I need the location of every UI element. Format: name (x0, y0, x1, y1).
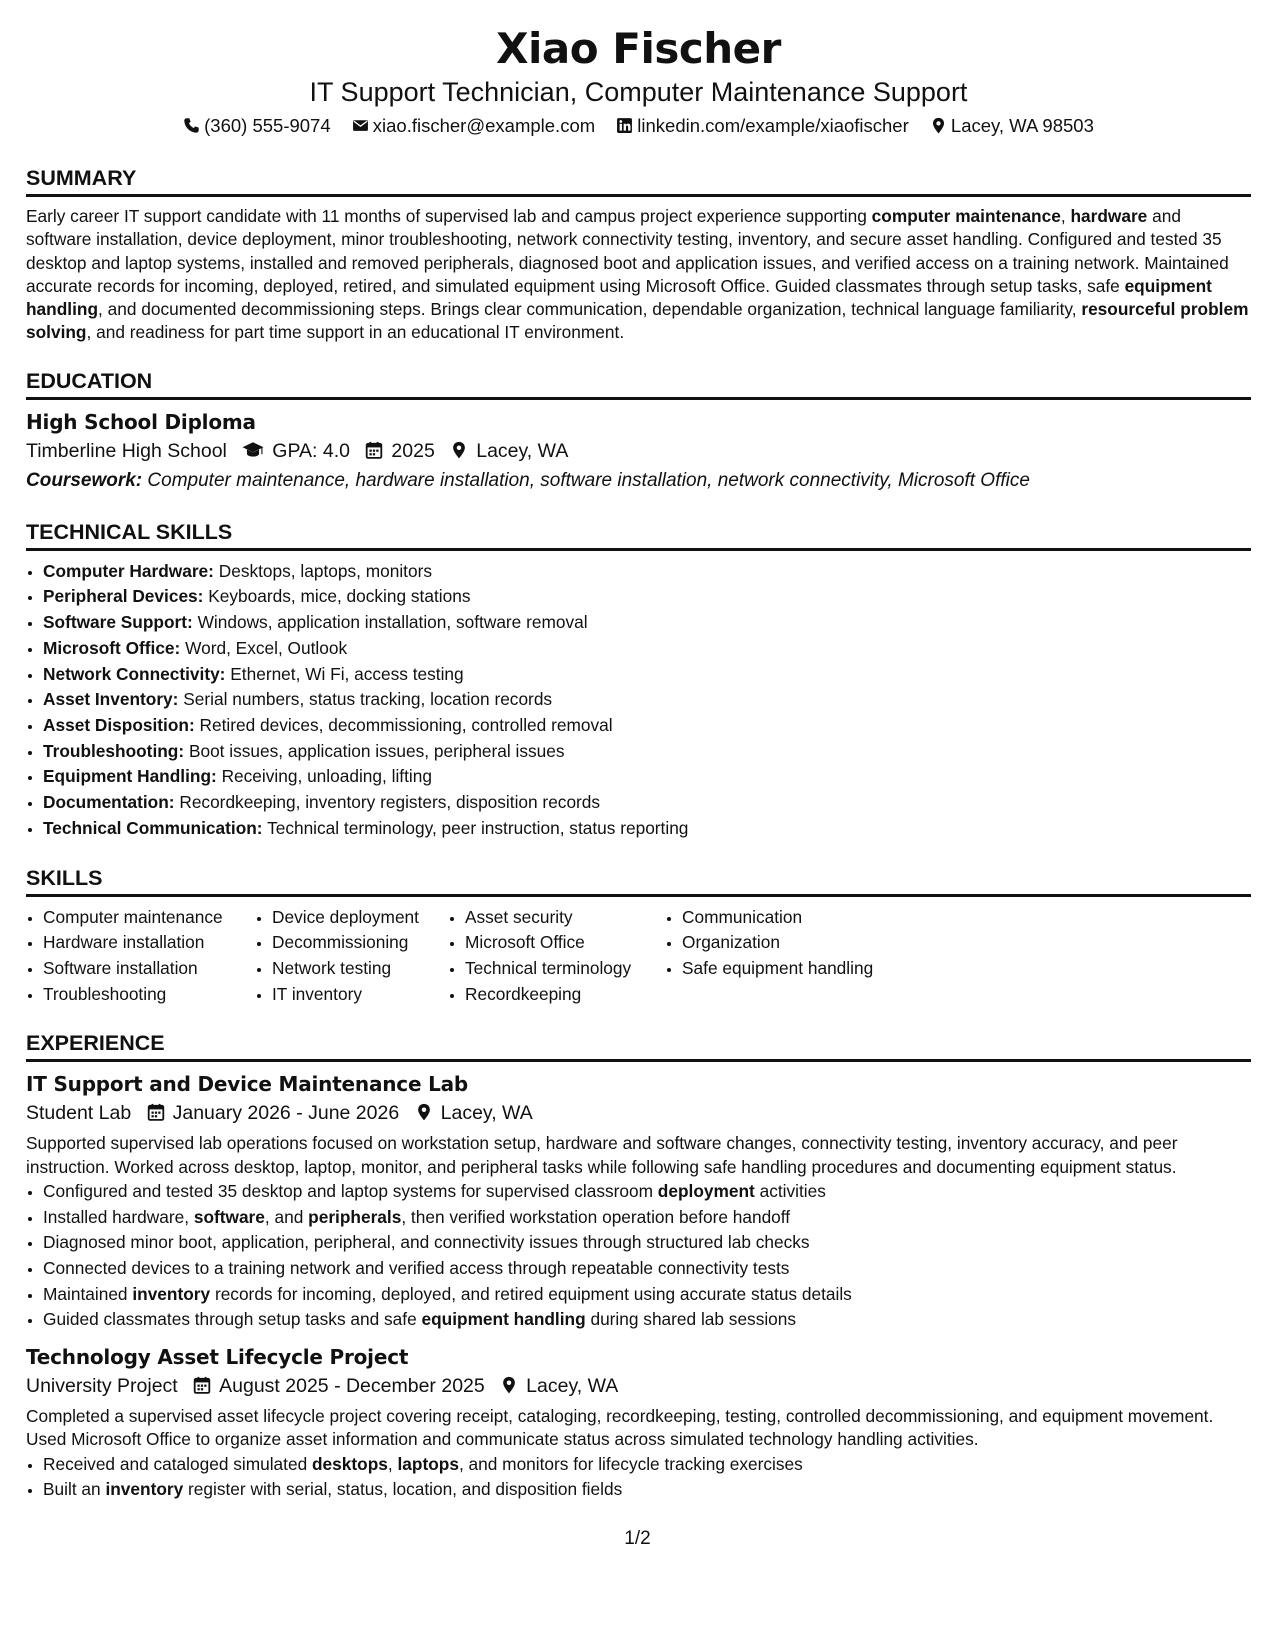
skill-label: Equipment Handling: (43, 766, 217, 787)
body-text: activities (754, 1180, 826, 1201)
map-pin-icon (930, 117, 947, 134)
experience-dates: January 2026 - June 2026 (172, 1102, 400, 1125)
contact-email[interactable] (352, 114, 595, 138)
emphasis-text: computer maintenance (871, 206, 1061, 226)
experience-location: Lacey, WA (440, 1102, 533, 1125)
contact-location (930, 114, 1094, 138)
experience-bullets (26, 1179, 1251, 1333)
list-item (43, 559, 1251, 585)
skill-label: Microsoft Office: (43, 637, 181, 658)
education-coursework (26, 466, 1251, 496)
body-text: , and monitors for lifecycle tracking exercises (458, 1453, 803, 1474)
skills-column (665, 905, 922, 1008)
experience-dates-group (193, 1371, 485, 1401)
linkedin-icon (616, 117, 633, 134)
skill-text: Windows, application installation, software removal (197, 612, 588, 633)
list-item: • Device deployment (272, 905, 448, 931)
skill-label: Asset Inventory: (43, 689, 179, 710)
list-item: • Microsoft Office (465, 930, 665, 956)
experience-org: Student Lab (26, 1102, 132, 1125)
body-text: , and readiness for part time support in an educational IT environment. (86, 322, 625, 343)
envelope-icon (352, 117, 369, 134)
skill-text: Ethernet, Wi Fi, access testing (230, 663, 464, 684)
skills-heading: SKILLS (26, 864, 1251, 897)
emphasis-text: laptops (397, 1453, 459, 1474)
technical-skills-heading: TECHNICAL SKILLS (26, 518, 1251, 551)
list-item: • Hardware installation (43, 930, 255, 956)
contact-email-text: xiao.fischer@example.com (372, 115, 596, 136)
coursework-list: Computer maintenance, hardware installation, software installation, network connectivity, Microsoft Office (147, 469, 1030, 491)
skill-text: Desktops, laptops, monitors (218, 560, 432, 581)
skill-text: Word, Excel, Outlook (185, 637, 348, 658)
calendar-icon (193, 1376, 211, 1394)
body-text: Guided classmates through setup tasks and safe (43, 1309, 422, 1330)
list-item: • Safe equipment handling (682, 956, 922, 982)
skill-text: Retired devices, decommissioning, controlled removal (199, 715, 613, 735)
list-item: • Asset security (465, 905, 665, 931)
list-item (43, 1282, 1251, 1308)
skill-label: Computer Hardware: (43, 560, 214, 581)
experience-meta (26, 1371, 1251, 1401)
emphasis-text: hardware (1070, 206, 1148, 226)
body-text: Built an (43, 1479, 106, 1500)
experience-dates: August 2025 - December 2025 (219, 1375, 485, 1398)
experience-description: Supported supervised lab operations focused on workstation setup, hardware and software changes, connectivity testing, inventory accuracy, and peer instruction. Worked across desktop, laptop, monitor, and peripheral tasks while following safe handling procedures and documenting equipment status. (26, 1133, 1178, 1177)
list-item: • Network testing (272, 956, 448, 982)
list-item (43, 610, 1251, 636)
page-number: 1/2 (624, 1528, 651, 1549)
list-item: • Technical terminology (465, 956, 665, 982)
list-item: • Communication (682, 905, 922, 931)
skill-text: Technical terminology, peer instruction, status reporting (267, 817, 689, 838)
body-text: Received and cataloged simulated (43, 1453, 312, 1474)
list-item (43, 790, 1251, 816)
map-pin-icon (500, 1376, 518, 1394)
experience-bullets (26, 1452, 1251, 1503)
experience-meta (26, 1098, 1251, 1128)
body-text: Diagnosed minor boot, application, peripheral, and connectivity issues through structured lab checks (43, 1232, 810, 1253)
education-meta (26, 436, 1251, 466)
education-location: Lacey, WA (476, 439, 569, 462)
list-item (43, 636, 1251, 662)
resume-page (26, 22, 1251, 1503)
skill-label: Software Support: (43, 612, 193, 633)
education-gpa-group (242, 436, 350, 466)
emphasis-text: resourceful problem solving (26, 299, 1249, 343)
skills-grid (26, 905, 1251, 1008)
list-item (43, 1230, 1251, 1256)
education-degree: High School Diploma (26, 409, 256, 434)
experience-title: Technology Asset Lifecycle Project (26, 1345, 409, 1370)
resume-header (26, 22, 1251, 138)
list-item (43, 1256, 1251, 1282)
emphasis-text: inventory (105, 1479, 184, 1500)
list-item: • Organization (682, 930, 922, 956)
list-item (43, 764, 1251, 790)
candidate-name: Xiao Fischer (496, 24, 781, 73)
candidate-headline: IT Support Technician, Computer Maintenance Support (309, 77, 968, 107)
body-text: , (1060, 206, 1071, 226)
skill-label: Asset Disposition: (43, 715, 195, 735)
skill-label: Network Connectivity: (43, 663, 226, 684)
list-item (43, 687, 1251, 713)
contact-phone[interactable] (183, 114, 331, 138)
technical-skills-list (26, 559, 1251, 842)
contact-linkedin[interactable] (616, 114, 908, 138)
list-item: • Computer maintenance (43, 905, 255, 931)
education-year-group (365, 436, 434, 466)
skill-label: Documentation: (43, 792, 175, 813)
skills-column (255, 905, 448, 1008)
coursework-label: Coursework: (26, 469, 143, 491)
body-text: Connected devices to a training network and verified access through repeatable connectivity tests (43, 1258, 790, 1279)
emphasis-text: deployment (657, 1180, 755, 1201)
skill-label: Technical Communication: (43, 817, 263, 838)
experience-title: IT Support and Device Maintenance Lab (26, 1072, 469, 1097)
experience-location-group (500, 1371, 618, 1401)
contact-line (26, 114, 1251, 138)
emphasis-text: equipment handling (421, 1309, 586, 1330)
contact-phone-text: (360) 555-9074 (204, 115, 331, 136)
list-item (43, 1179, 1251, 1205)
emphasis-text: peripherals (308, 1206, 402, 1227)
body-text: Maintained (43, 1283, 133, 1304)
emphasis-text: equipment handling (26, 275, 1212, 320)
list-item (43, 662, 1251, 688)
summary-text (26, 205, 1251, 345)
emphasis-text: inventory (132, 1283, 211, 1304)
experience-description: Completed a supervised asset lifecycle project covering receipt, cataloging, recordkeeping, testing, controlled decommissioning, and equipment movement. Used Microsoft Office to organize asset information and communicate status across simulated technology handling activities. (26, 1406, 1214, 1450)
skills-column (448, 905, 665, 1008)
list-item: • Software installation (43, 956, 255, 982)
list-item (43, 584, 1251, 610)
body-text: records for incoming, deployed, and retired equipment using accurate status details (210, 1283, 852, 1304)
skill-label: Peripheral Devices: (43, 586, 204, 607)
emphasis-text: software (193, 1206, 265, 1227)
education-school: Timberline High School (26, 439, 227, 462)
skill-text: Recordkeeping, inventory registers, disposition records (179, 792, 601, 813)
skills-column (26, 905, 255, 1008)
experience-location-group (415, 1098, 533, 1128)
body-text: , and documented decommissioning steps. Brings clear communication, dependable organization, technical language familiarity, (98, 299, 1082, 320)
contact-linkedin-text: linkedin.com/example/xiaofischer (637, 115, 909, 136)
map-pin-icon (415, 1103, 433, 1121)
body-text: , then verified workstation operation before handoff (401, 1206, 791, 1227)
education-gpa: GPA: 4.0 (272, 439, 350, 462)
list-item (43, 1205, 1251, 1231)
body-text: register with serial, status, location, and disposition fields (183, 1479, 623, 1500)
list-item: • IT inventory (272, 982, 448, 1008)
list-item (43, 1307, 1251, 1333)
experience-heading: EXPERIENCE (26, 1029, 1251, 1062)
education-heading: EDUCATION (26, 367, 1251, 400)
list-item (43, 1452, 1251, 1478)
experience-org: University Project (26, 1375, 178, 1398)
list-item (43, 1477, 1251, 1503)
graduation-cap-icon (242, 441, 264, 459)
summary-heading: SUMMARY (26, 164, 1251, 197)
education-year: 2025 (391, 439, 435, 462)
map-pin-icon (450, 441, 468, 459)
body-text: Early career IT support candidate with 11 months of supervised lab and campus project experience supporting (26, 206, 872, 226)
skill-text: Boot issues, application issues, peripheral issues (188, 740, 565, 761)
body-text: during shared lab sessions (585, 1309, 797, 1330)
list-item: • Decommissioning (272, 930, 448, 956)
experience-dates-group (147, 1098, 400, 1128)
phone-icon (183, 117, 200, 134)
experience-entry (26, 1070, 1251, 1333)
experience-entry (26, 1343, 1251, 1503)
list-item (43, 713, 1251, 739)
calendar-icon (365, 441, 383, 459)
education-location-group (450, 436, 568, 466)
body-text: , (387, 1453, 398, 1474)
body-text: Installed hardware, (43, 1206, 194, 1227)
body-text: , and (264, 1206, 309, 1227)
contact-location-text: Lacey, WA 98503 (950, 115, 1094, 136)
skill-label: Troubleshooting: (43, 740, 185, 761)
list-item (43, 739, 1251, 765)
skill-text: Keyboards, mice, docking stations (208, 586, 471, 607)
list-item (43, 816, 1251, 842)
list-item: • Troubleshooting (43, 982, 255, 1008)
experience-location: Lacey, WA (526, 1375, 619, 1398)
body-text: and software installation, device deployment, minor troubleshooting, network connectivity testing, inventory, and secure asset handling. Configured and tested 35 desktop and laptop systems, installed and removed peripherals, diagnosed boot and application issues, and verified access on a training network. Maintained accurate records for incoming, deployed, retired, and simulated equipment using Microsoft Office. Guided classmates through setup tasks, safe (26, 206, 1229, 296)
skill-text: Serial numbers, status tracking, location records (183, 689, 553, 710)
skill-text: Receiving, unloading, lifting (221, 766, 432, 787)
calendar-icon (147, 1103, 165, 1121)
list-item: • Recordkeeping (465, 982, 665, 1008)
emphasis-text: desktops (312, 1453, 388, 1474)
body-text: Configured and tested 35 desktop and laptop systems for supervised classroom (43, 1180, 658, 1201)
